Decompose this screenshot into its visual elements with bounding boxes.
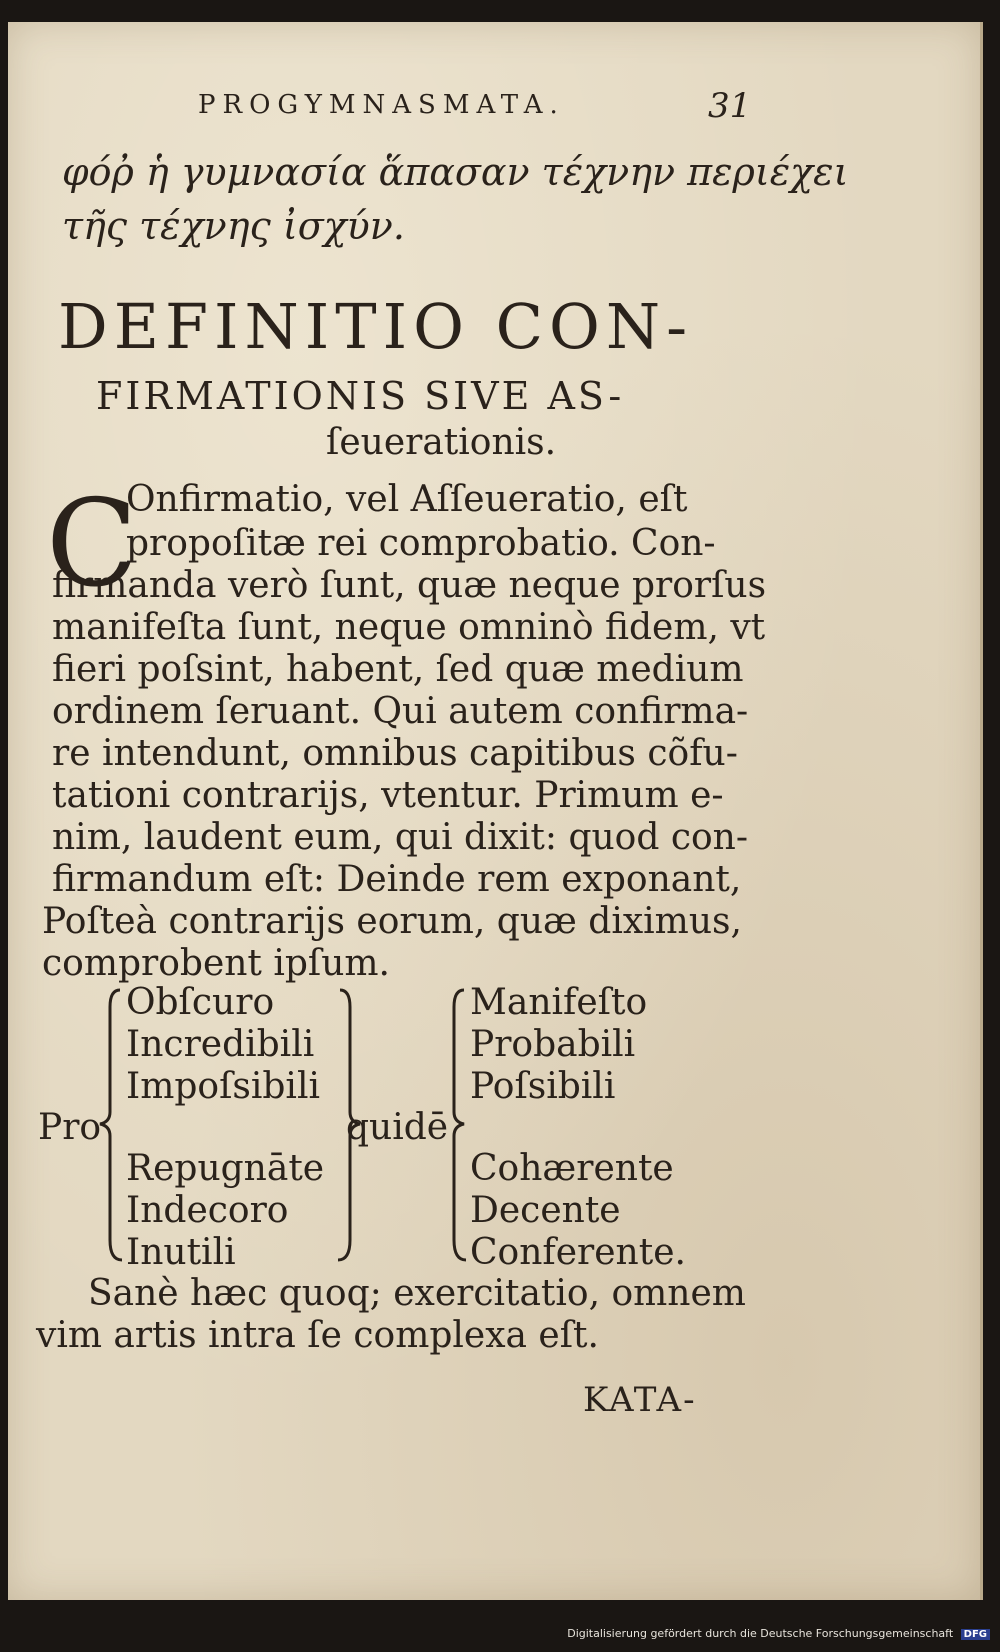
body-line: firmanda verò ſunt, quæ neque prorſus [52, 565, 767, 606]
left-term: Impoſsibili [126, 1066, 320, 1107]
left-term: Repugnāte [126, 1148, 325, 1189]
page-number: 31 [708, 86, 752, 126]
greek-line: τῆς τέχνης ἰσχύν. [62, 204, 405, 248]
left-term: Inutili [126, 1232, 236, 1273]
closing-line: vim artis intra ſe complexa eſt. [36, 1315, 599, 1356]
right-term: Poſsibili [470, 1066, 616, 1107]
closing-line: Sanè hæc quoq; exercitatio, omnem [88, 1273, 746, 1314]
right-open-brace [454, 990, 466, 1260]
right-term: Conferente. [470, 1232, 686, 1273]
running-title: PROGYMNASMATA. [198, 90, 565, 120]
right-term: Decente [470, 1190, 621, 1231]
body-line: Onfirmatio, vel Aſſeueratio, eſt [126, 479, 688, 520]
quidem-label: quidē [346, 1107, 449, 1148]
book-page [8, 22, 983, 1600]
greek-line: φόῤ ἡ γυμνασία ἅπασαν τέχνην περιέχει [62, 150, 849, 194]
drop-cap: C [46, 475, 138, 614]
right-term: Manifeſto [470, 982, 648, 1023]
body-line: propoſitæ rei comprobatio. Con- [126, 523, 716, 564]
body-line: Poſteà contrarijs eorum, quæ diximus, [42, 901, 742, 942]
left-open-brace [100, 990, 122, 1260]
body-line: re intendunt, omnibus capitibus cõfu- [52, 733, 738, 774]
left-close-brace [338, 990, 360, 1260]
body-line: ordinem ſeruant. Qui autem confirma- [52, 691, 749, 732]
body-line: comprobent ipſum. [42, 943, 390, 984]
pro-label: Pro [38, 1107, 102, 1148]
chapter-title-line-3: ſeuerationis. [326, 422, 557, 463]
left-term: Incredibili [126, 1024, 315, 1065]
left-term: Indecoro [126, 1190, 289, 1231]
body-line: manifeſta ſunt, neque omninò fidem, vt [52, 607, 766, 648]
dfg-logo: DFG [961, 1629, 990, 1640]
body-line: fieri poſsint, habent, ſed quæ medium [52, 649, 744, 690]
body-line: tationi contrarijs, vtentur. Primum e- [52, 775, 724, 816]
catchword: KATA- [583, 1380, 697, 1420]
bracket-lines [8, 22, 980, 1600]
digitization-credit [0, 1627, 990, 1640]
chapter-title-line-2: FIRMATIONIS SIVE AS- [96, 374, 625, 418]
chapter-title-line-1: DEFINITIO CON- [58, 290, 694, 363]
credit-text: Digitalisierung gefördert durch die Deutsche Forschungsgemeinschaft [567, 1627, 954, 1640]
body-line: firmandum eſt: Deinde rem exponant, [52, 859, 742, 900]
right-term: Probabili [470, 1024, 636, 1065]
right-term: Cohærente [470, 1148, 674, 1189]
left-term: Obſcuro [126, 982, 275, 1023]
body-line: nim, laudent eum, qui dixit: quod con- [52, 817, 749, 858]
